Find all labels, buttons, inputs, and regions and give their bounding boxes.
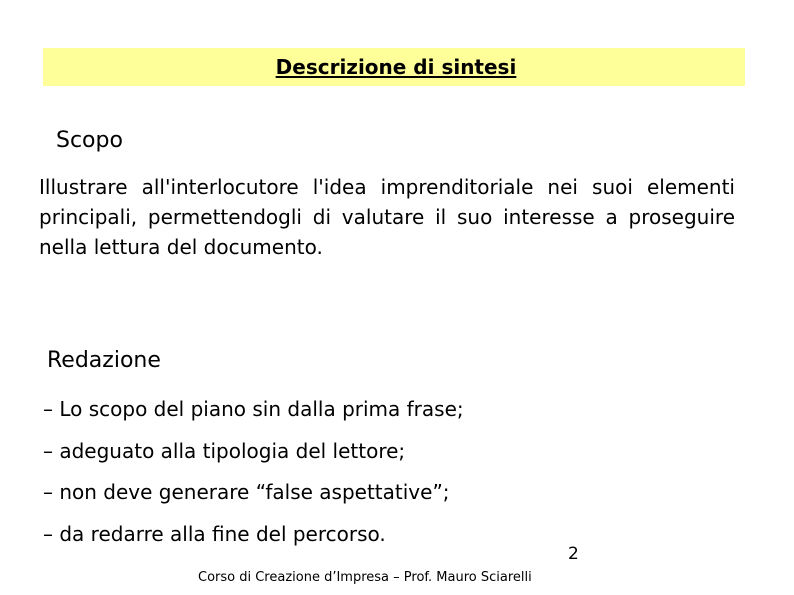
title-banner <box>43 48 745 86</box>
redazione-item: – da redarre alla fine del percorso. <box>43 522 386 546</box>
redazione-item: – adeguato alla tipologia del lettore; <box>43 439 406 463</box>
redazione-item: – Lo scopo del piano sin dalla prima frase; <box>43 397 464 421</box>
scope-heading: Scopo <box>56 128 123 153</box>
slide-title: Descrizione di sintesi <box>275 55 517 79</box>
page-number: 2 <box>568 544 579 564</box>
scope-paragraph: Illustrare all'interlocutore l'idea imprenditoriale nei suoi elementi principali, permettendogli di valutare il suo interesse a proseguire nella lettura del documento. <box>39 175 735 259</box>
footer-text: Corso di Creazione d’Impresa – Prof. Mauro Sciarelli <box>198 570 532 585</box>
redazione-item: – non deve generare “false aspettative”; <box>43 480 450 504</box>
redazione-heading: Redazione <box>47 348 161 373</box>
